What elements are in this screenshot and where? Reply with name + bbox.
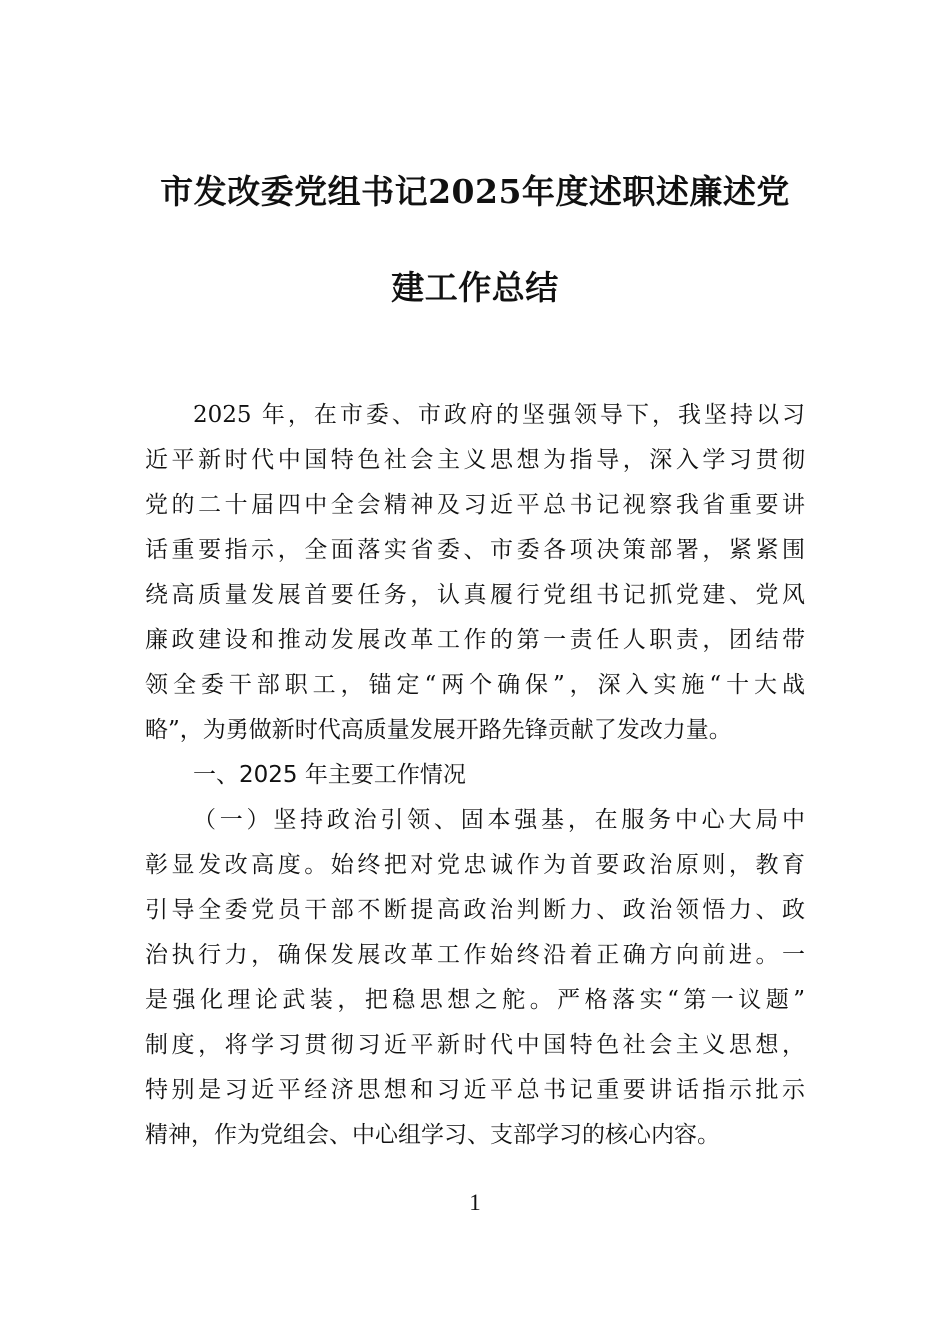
intro-line: 略”，为勇做新时代高质量发展开路先锋贡献了发改力量。 [145,717,732,743]
intro-line: 绕高质量发展首要任务，认真履行党组书记抓党建、党风 [145,582,805,608]
document-title-line-1: 市发改委党组书记2025年度述职述廉述党 [160,172,790,211]
intro-line: 党的二十届四中全会精神及习近平总书记视察我省重要讲 [145,492,805,518]
intro-line: 领全委干部职工，锚定“两个确保”，深入实施“十大战 [145,672,805,698]
section1-line: 特别是习近平经济思想和习近平总书记重要讲话指示批示 [145,1077,805,1103]
section-heading: 一、2025 年主要工作情况 [193,762,466,788]
intro-line: 近平新时代中国特色社会主义思想为指导，深入学习贯彻 [145,447,805,473]
section1-line: 引导全委党员干部不断提高政治判断力、政治领悟力、政 [145,897,805,923]
intro-line: 话重要指示，全面落实省委、市委各项决策部署，紧紧围 [145,537,805,563]
section1-line: 精神，作为党组会、中心组学习、支部学习的核心内容。 [145,1122,720,1148]
section1-line: 治执行力，确保发展改革工作始终沿着正确方向前进。一 [145,942,805,968]
intro-line: 2025 年，在市委、市政府的坚强领导下，我坚持以习 [193,402,805,428]
section1-line: 彰显发改高度。始终把对党忠诚作为首要政治原则，教育 [145,852,805,878]
section1-line: （一）坚持政治引领、固本强基，在服务中心大局中 [193,807,805,833]
intro-line: 廉政建设和推动发展改革工作的第一责任人职责，团结带 [145,627,805,653]
document-title-line-2: 建工作总结 [391,268,559,307]
section1-line: 是强化理论武装，把稳思想之舵。严格落实“第一议题” [145,987,805,1013]
section1-line: 制度，将学习贯彻习近平新时代中国特色社会主义思想， [145,1032,805,1058]
page-number: 1 [469,1190,481,1215]
